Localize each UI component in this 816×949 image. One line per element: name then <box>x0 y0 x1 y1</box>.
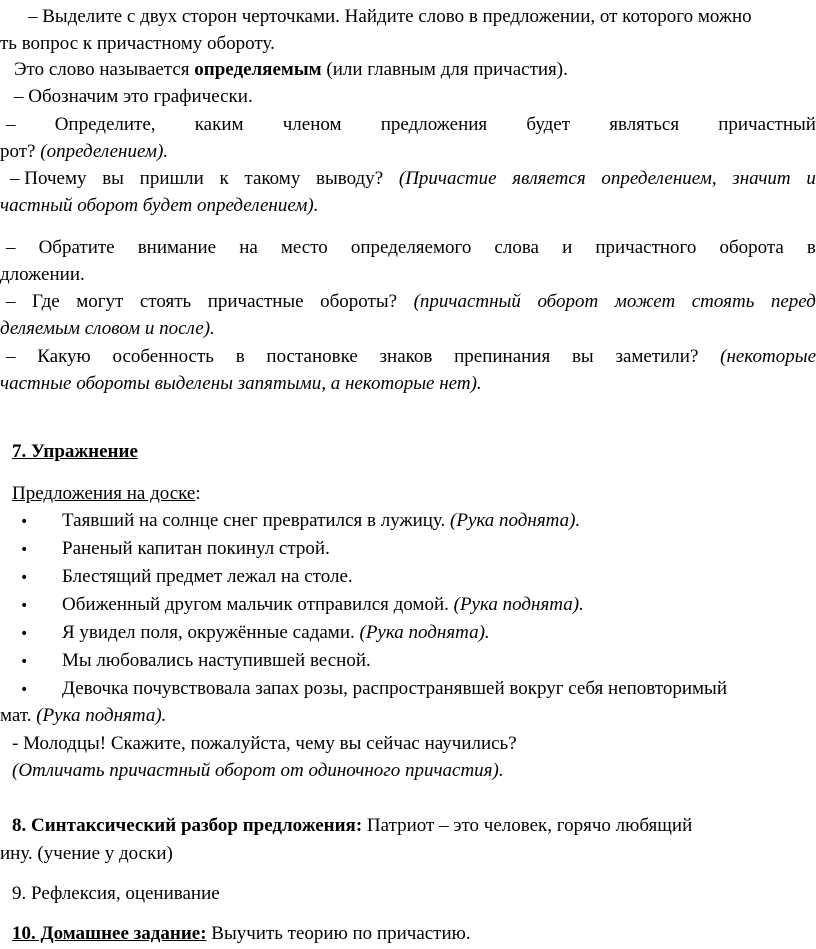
bullet-text: Блестящий предмет лежал на столе. <box>62 566 353 587</box>
word: может <box>614 291 676 312</box>
paragraph-attention-line-2: дложении. <box>0 264 85 285</box>
bullet-item <box>62 650 371 672</box>
word: причастные <box>207 291 304 312</box>
section-8-line-2: ину. (учение у доски) <box>0 843 173 864</box>
word: – Почему <box>10 168 87 189</box>
bullet-text: Я увидел поля, окружённые садами. <box>62 622 360 643</box>
defined-word-before: Это слово называется <box>14 59 195 80</box>
section-8-heading: 8. Синтаксический разбор предложения: <box>12 815 363 836</box>
word: Где <box>32 291 60 312</box>
bullet-text: Обиженный другом мальчик отправился домой. <box>62 594 454 615</box>
section-10-text: Выучить теорию по причастию. <box>206 923 471 944</box>
bullet-wrap-note: (Рука поднята). <box>36 705 167 726</box>
word: перед <box>770 291 816 312</box>
section-10-heading: 10. Домашнее задание: <box>12 923 207 944</box>
bullet-icon: • <box>20 570 29 586</box>
word: место <box>280 237 328 258</box>
paragraph-where-line-1 <box>6 291 816 313</box>
bullet-item-wrap <box>0 705 166 727</box>
paragraph-defined-word <box>14 59 568 81</box>
bullet-note: (Рука поднята). <box>453 594 584 615</box>
word: – <box>6 114 16 135</box>
paragraph-select-line-2: ть вопрос к причастному обороту. <box>0 33 275 54</box>
word: постановке <box>266 346 358 367</box>
word: могут <box>76 291 124 312</box>
word: (некоторые <box>720 346 816 367</box>
paragraph-punctuation-line-1 <box>6 346 816 368</box>
word: и <box>806 168 816 189</box>
word: в <box>235 346 245 367</box>
paragraph-member-question-line-1 <box>6 114 816 136</box>
paragraph-attention-line-1 <box>6 237 816 259</box>
paragraph-why-line-2: частный оборот будет определением). <box>0 195 319 216</box>
word: в <box>806 237 816 258</box>
bullet-icon: • <box>20 542 29 558</box>
bullet-text: Раненый капитан покинул строй. <box>62 538 330 559</box>
bullet-text: Мы любовались наступившей весной. <box>62 650 371 671</box>
section-10 <box>12 923 471 945</box>
bullet-item <box>62 538 330 560</box>
section-9: 9. Рефлексия, оценивание <box>12 883 220 904</box>
bullet-text: Таявший на солнце снег превратился в лужицу. <box>62 510 451 531</box>
paragraph-why-line-1 <box>10 168 816 190</box>
word: выводу? <box>316 168 384 189</box>
word: оборота <box>719 237 784 258</box>
bullet-note: (Рука поднята). <box>359 622 490 643</box>
word: стоять <box>139 291 192 312</box>
defined-word-after: (или главным для причастия). <box>321 59 568 80</box>
bullet-item <box>62 594 584 616</box>
bullet-item <box>62 566 353 588</box>
word: препинания <box>454 346 551 367</box>
word: – <box>6 237 16 258</box>
bullet-item <box>62 678 727 700</box>
paragraph-select-line-1: – Выделите с двух сторон черточками. Найдите слово в предложении, от которого можно <box>28 6 752 27</box>
word: причастный <box>718 114 816 135</box>
paragraph-member-question-line-2 <box>0 141 168 163</box>
section-7-intro <box>12 483 201 505</box>
word: такому <box>244 168 301 189</box>
word: вы <box>571 346 594 367</box>
word: оборот <box>537 291 599 312</box>
word: слова <box>494 237 539 258</box>
word: обороты? <box>320 291 398 312</box>
bullet-note: (Рука поднята). <box>450 510 581 531</box>
bullet-item <box>62 510 580 532</box>
intro-underlined: Предложения на доске <box>12 483 196 504</box>
word: предложения <box>380 114 488 135</box>
bullet-icon: • <box>20 682 29 698</box>
line-text: рот? <box>0 141 41 162</box>
bullet-icon: • <box>20 514 29 530</box>
defined-word-bold: определяемым <box>194 59 322 80</box>
paragraph-where-line-2: деляемым словом и после). <box>0 318 215 339</box>
word: к <box>219 168 229 189</box>
section-8-line-1 <box>12 815 692 837</box>
paragraph-punctuation-line-2: частные обороты выделены запятыми, а некоторые нет). <box>0 373 482 394</box>
word: особенность <box>112 346 214 367</box>
section-7-heading: 7. Упражнение <box>12 441 138 462</box>
bullet-item <box>62 622 490 644</box>
word: – <box>6 291 16 312</box>
word: и <box>562 237 573 258</box>
bullet-icon: • <box>20 626 29 642</box>
word: (Причастие <box>398 168 497 189</box>
word: заметили? <box>615 346 699 367</box>
word: значит <box>732 168 791 189</box>
section-7-answer: (Отличать причастный оборот от одиночного причастия). <box>12 760 504 781</box>
bullet-text: Девочка почувствовала запах розы, распространявшей вокруг себя неповторимый <box>62 678 727 699</box>
word: Определите, <box>54 114 156 135</box>
word: Какую <box>37 346 91 367</box>
word: членом <box>282 114 342 135</box>
word: вы <box>102 168 124 189</box>
word: определяемого <box>350 237 472 258</box>
word: являться <box>609 114 680 135</box>
word: причастного <box>595 237 697 258</box>
word: Обратите <box>38 237 115 258</box>
line-answer: (определением). <box>40 141 169 162</box>
word: внимание <box>137 237 217 258</box>
word: каким <box>194 114 244 135</box>
word: пришли <box>139 168 204 189</box>
bullet-wrap-text: мат. <box>0 705 37 726</box>
word: будет <box>526 114 571 135</box>
intro-colon: : <box>195 483 201 504</box>
paragraph-graphic: – Обозначим это графически. <box>14 86 253 107</box>
word: является <box>512 168 586 189</box>
word: знаков <box>379 346 433 367</box>
section-8-text: Патриот – это человек, горячо любящий <box>362 815 693 836</box>
bullet-icon: • <box>20 654 29 670</box>
word: (причастный <box>413 291 521 312</box>
word: – <box>6 346 16 367</box>
bullet-icon: • <box>20 598 29 614</box>
word: на <box>239 237 258 258</box>
word: стоять <box>691 291 755 312</box>
word: определением, <box>601 168 717 189</box>
section-7-question: - Молодцы! Скажите, пожалуйста, чему вы сейчас научились? <box>12 733 517 754</box>
